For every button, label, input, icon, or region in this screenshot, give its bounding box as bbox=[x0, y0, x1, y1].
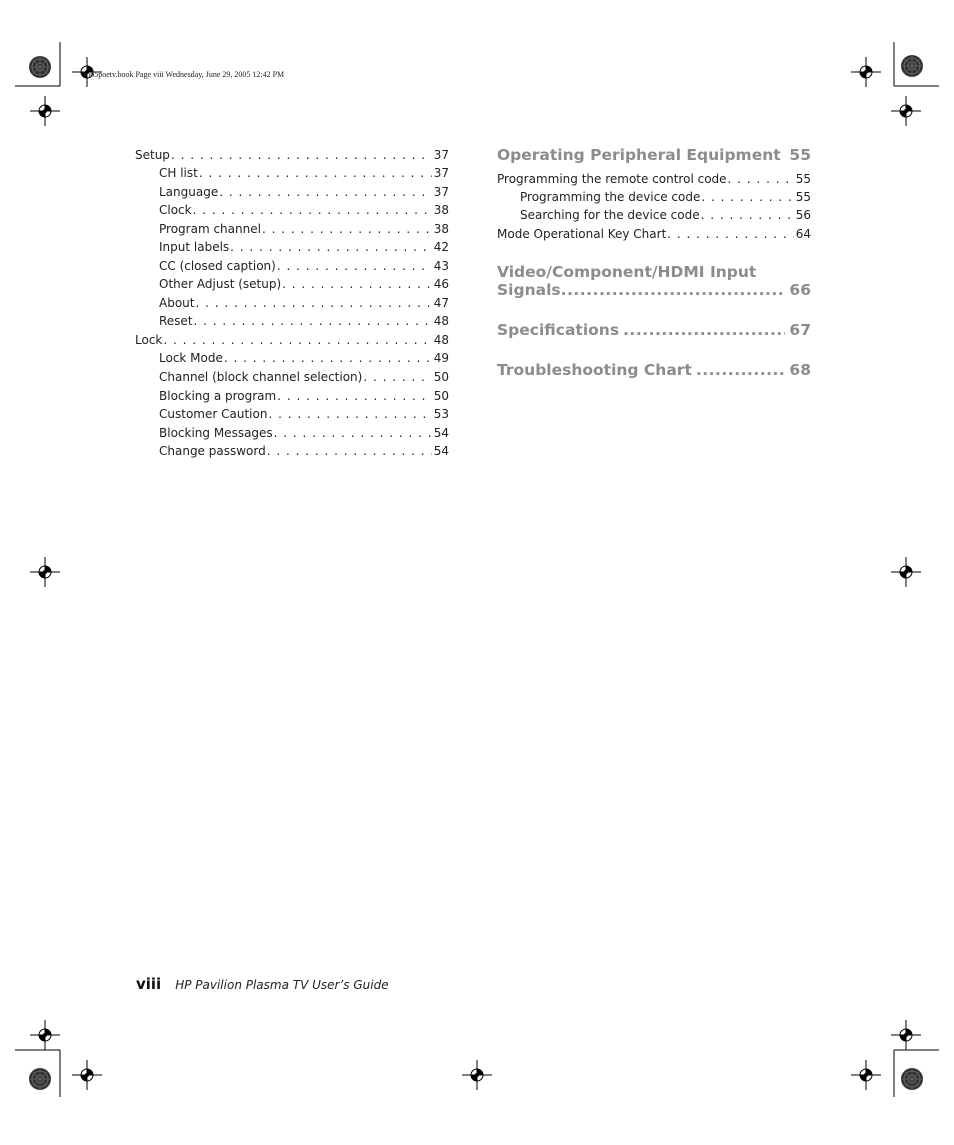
toc-entry-page: 54 bbox=[433, 426, 449, 440]
toc-section-operating[interactable] bbox=[497, 146, 811, 164]
toc-entry[interactable] bbox=[159, 277, 449, 291]
toc-entry-label: Setup bbox=[135, 148, 170, 162]
toc-entry-page: 50 bbox=[433, 370, 449, 384]
toc-entry-label: Mode Operational Key Chart bbox=[497, 227, 667, 241]
toc-entry[interactable] bbox=[159, 240, 449, 254]
toc-entry-label: Other Adjust (setup) bbox=[159, 277, 282, 291]
leader-dots bbox=[277, 389, 432, 403]
toc-entry-page: 37 bbox=[433, 166, 449, 180]
toc-entry-label: Searching for the device code bbox=[520, 208, 700, 222]
toc-entry-label: CH list bbox=[159, 166, 198, 180]
leader-dots bbox=[219, 185, 431, 199]
toc-entry-label: Programming the remote control code bbox=[497, 172, 727, 186]
leader-dots bbox=[171, 148, 432, 162]
toc-entry-label: Language bbox=[159, 185, 219, 199]
section-page: 66 bbox=[789, 281, 811, 299]
toc-entry[interactable] bbox=[497, 227, 811, 241]
leader-dots bbox=[274, 426, 432, 440]
toc-entry-page: 55 bbox=[795, 172, 811, 186]
toc-entry-label: Program channel bbox=[159, 222, 261, 236]
toc-entry-page: 49 bbox=[433, 351, 449, 365]
toc-entry-label: Programming the device code bbox=[520, 190, 701, 204]
leader-dots bbox=[230, 240, 432, 254]
toc-entry[interactable] bbox=[159, 314, 449, 328]
toc-entry-page: 55 bbox=[795, 190, 811, 204]
toc-entry[interactable] bbox=[159, 370, 449, 384]
section-title: Specifications bbox=[497, 321, 620, 339]
book-title: HP Pavilion Plasma TV User’s Guide bbox=[175, 978, 389, 992]
toc-entry-page: 48 bbox=[433, 333, 449, 347]
leader-dots bbox=[728, 172, 794, 186]
toc-entry[interactable] bbox=[135, 333, 449, 347]
toc-entry-label: Blocking a program bbox=[159, 389, 277, 403]
leader-dots bbox=[268, 407, 431, 421]
toc-entry[interactable] bbox=[497, 172, 811, 186]
toc-entry[interactable] bbox=[159, 389, 449, 403]
toc-entry-label: Lock Mode bbox=[159, 351, 223, 365]
toc-entry-page: 48 bbox=[433, 314, 449, 328]
toc-entry-label: Lock bbox=[135, 333, 163, 347]
toc-entry-page: 42 bbox=[433, 240, 449, 254]
toc-section-video-line1[interactable]: Video/Component/HDMI Input bbox=[497, 263, 757, 281]
leader-dots bbox=[194, 314, 432, 328]
page-number: viii bbox=[136, 975, 162, 993]
section-page: 55 bbox=[789, 146, 811, 164]
page-footer bbox=[136, 975, 389, 993]
leader-dots bbox=[701, 190, 793, 204]
toc-entry-page: 38 bbox=[433, 203, 449, 217]
toc-entry[interactable] bbox=[159, 259, 449, 273]
section-title: Troubleshooting Chart bbox=[497, 361, 692, 379]
toc-entry-label: About bbox=[159, 296, 195, 310]
toc-entry-page: 37 bbox=[433, 148, 449, 162]
leader-dots bbox=[163, 333, 431, 347]
toc-entry[interactable] bbox=[159, 444, 449, 458]
toc-entry[interactable] bbox=[520, 208, 811, 222]
leader-dots bbox=[363, 370, 431, 384]
toc-entry[interactable] bbox=[520, 190, 811, 204]
toc-entry-label: Change password bbox=[159, 444, 266, 458]
toc-section-specifications[interactable] bbox=[497, 321, 811, 339]
leader-dots bbox=[561, 281, 786, 299]
toc-entry-label: Channel (block channel selection) bbox=[159, 370, 363, 384]
section-title: Signals bbox=[497, 281, 561, 299]
toc-entry[interactable] bbox=[159, 407, 449, 421]
toc-entry[interactable] bbox=[135, 148, 449, 162]
leader-dots bbox=[619, 321, 785, 339]
toc-entry[interactable] bbox=[159, 351, 449, 365]
toc-entry[interactable] bbox=[159, 166, 449, 180]
section-title: Operating Peripheral Equipment bbox=[497, 146, 781, 164]
section-page: 67 bbox=[789, 321, 811, 339]
toc-section-troubleshooting[interactable] bbox=[497, 361, 811, 379]
toc-entry-page: 56 bbox=[795, 208, 811, 222]
leader-dots bbox=[282, 277, 432, 291]
toc-entry-page: 47 bbox=[433, 296, 449, 310]
toc-entry[interactable] bbox=[159, 203, 449, 217]
toc-section-video[interactable] bbox=[497, 281, 811, 299]
toc-entry-page: 53 bbox=[433, 407, 449, 421]
toc-entry-label: Input labels bbox=[159, 240, 230, 254]
toc-entry[interactable] bbox=[159, 296, 449, 310]
toc-entry[interactable] bbox=[159, 222, 449, 236]
toc-entry-label: CC (closed caption) bbox=[159, 259, 276, 273]
toc-entry-label: Blocking Messages bbox=[159, 426, 273, 440]
leader-dots bbox=[277, 259, 432, 273]
toc-entry-label: Reset bbox=[159, 314, 193, 328]
toc-entry-label: Clock bbox=[159, 203, 192, 217]
toc-entry-page: 54 bbox=[433, 444, 449, 458]
leader-dots bbox=[224, 351, 432, 365]
toc-entry-page: 46 bbox=[433, 277, 449, 291]
leader-dots bbox=[193, 203, 432, 217]
toc-entry-page: 64 bbox=[795, 227, 811, 241]
leader-dots bbox=[667, 227, 793, 241]
toc-entry-label: Customer Caution bbox=[159, 407, 268, 421]
leader-dots bbox=[262, 222, 432, 236]
toc-entry-page: 38 bbox=[433, 222, 449, 236]
leader-dots bbox=[692, 361, 786, 379]
leader-dots bbox=[195, 296, 431, 310]
section-page: 68 bbox=[789, 361, 811, 379]
leader-dots bbox=[267, 444, 432, 458]
toc-entry[interactable] bbox=[159, 185, 449, 199]
toc-entry-page: 50 bbox=[433, 389, 449, 403]
toc-entry-page: 37 bbox=[433, 185, 449, 199]
print-slug: mb5poetv.book Page viii Wednesday, June 29, 2005 12:42 PM bbox=[84, 70, 285, 79]
leader-dots bbox=[701, 208, 794, 222]
toc-entry[interactable] bbox=[159, 426, 449, 440]
toc-entry-page: 43 bbox=[433, 259, 449, 273]
leader-dots bbox=[199, 166, 432, 180]
